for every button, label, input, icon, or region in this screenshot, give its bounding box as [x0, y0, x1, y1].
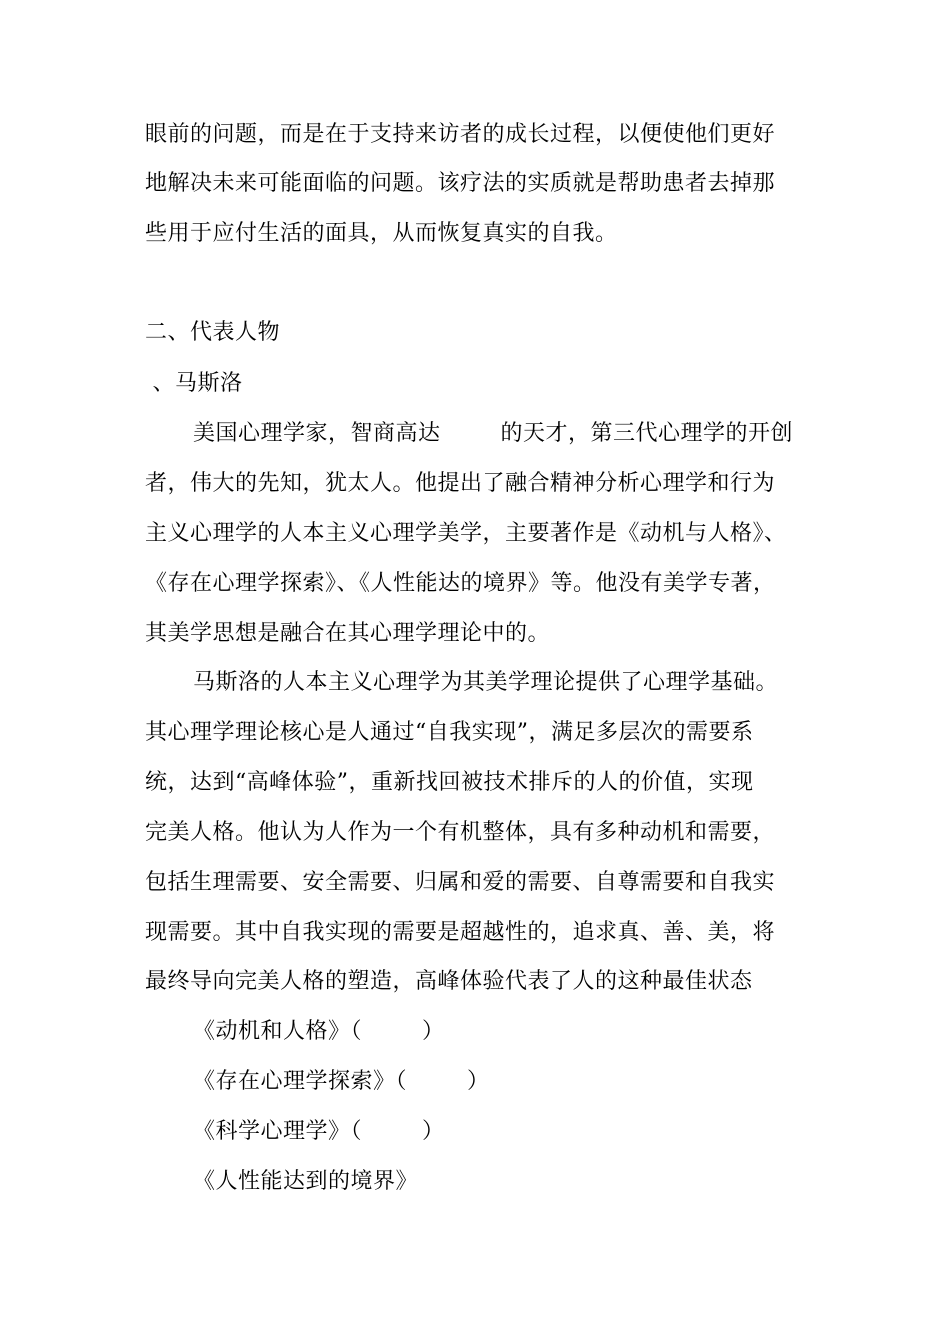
paragraph-2-line-5: 包括生理需要、安全需要、归属和爱的需要、自尊需要和自我实	[145, 870, 776, 895]
works-item-3: 《科学心理学》（ ）	[193, 1119, 445, 1144]
paragraph-1-line-2: 者，伟大的先知，犹太人。他提出了融合精神分析心理学和行为	[145, 471, 776, 496]
paragraph-2-line-1: 马斯洛的人本主义心理学为其美学理论提供了心理学基础。	[193, 670, 779, 695]
works-item-4: 《人性能达到的境界》	[193, 1169, 419, 1194]
paragraph-2-line-3: 统，达到“高峰体验”，重新找回被技术排斥的人的价值，实现	[145, 770, 754, 795]
works-item-2: 《存在心理学探索》（ ）	[193, 1069, 490, 1094]
paragraph-2-line-4: 完美人格。他认为人作为一个有机整体，具有多种动机和需要，	[145, 820, 776, 845]
section-heading: 二、代表人物	[145, 320, 281, 345]
intro-line-2: 地解决未来可能面临的问题。该疗法的实质就是帮助患者去掉那	[145, 171, 776, 196]
paragraph-2-line-2: 其心理学理论核心是人通过“自我实现”，满足多层次的需要系	[145, 720, 754, 745]
paragraph-2-line-6: 现需要。其中自我实现的需要是超越性的，追求真、善、美，将	[145, 920, 776, 945]
paragraph-2-line-7: 最终导向完美人格的塑造，高峰体验代表了人的这种最佳状态	[145, 969, 753, 994]
paragraph-1-line-3: 主义心理学的人本主义心理学美学，主要著作是《动机与人格》、	[145, 521, 787, 546]
paragraph-1-line-1: 美国心理学家，智商高达 的天才，第三代心理学的开创	[193, 421, 793, 446]
intro-line-1: 眼前的问题，而是在于支持来访者的成长过程，以便使他们更好	[145, 122, 776, 147]
paragraph-1-line-4: 《存在心理学探索》、《人性能达的境界》等。他没有美学专著，	[145, 571, 776, 596]
paragraph-1-line-5: 其美学思想是融合在其心理学理论中的。	[145, 621, 551, 646]
subsection-heading: 、马斯洛	[145, 371, 243, 396]
intro-line-3: 些用于应付生活的面具，从而恢复真实的自我。	[145, 221, 618, 246]
works-item-1: 《动机和人格》（ ）	[193, 1019, 445, 1044]
